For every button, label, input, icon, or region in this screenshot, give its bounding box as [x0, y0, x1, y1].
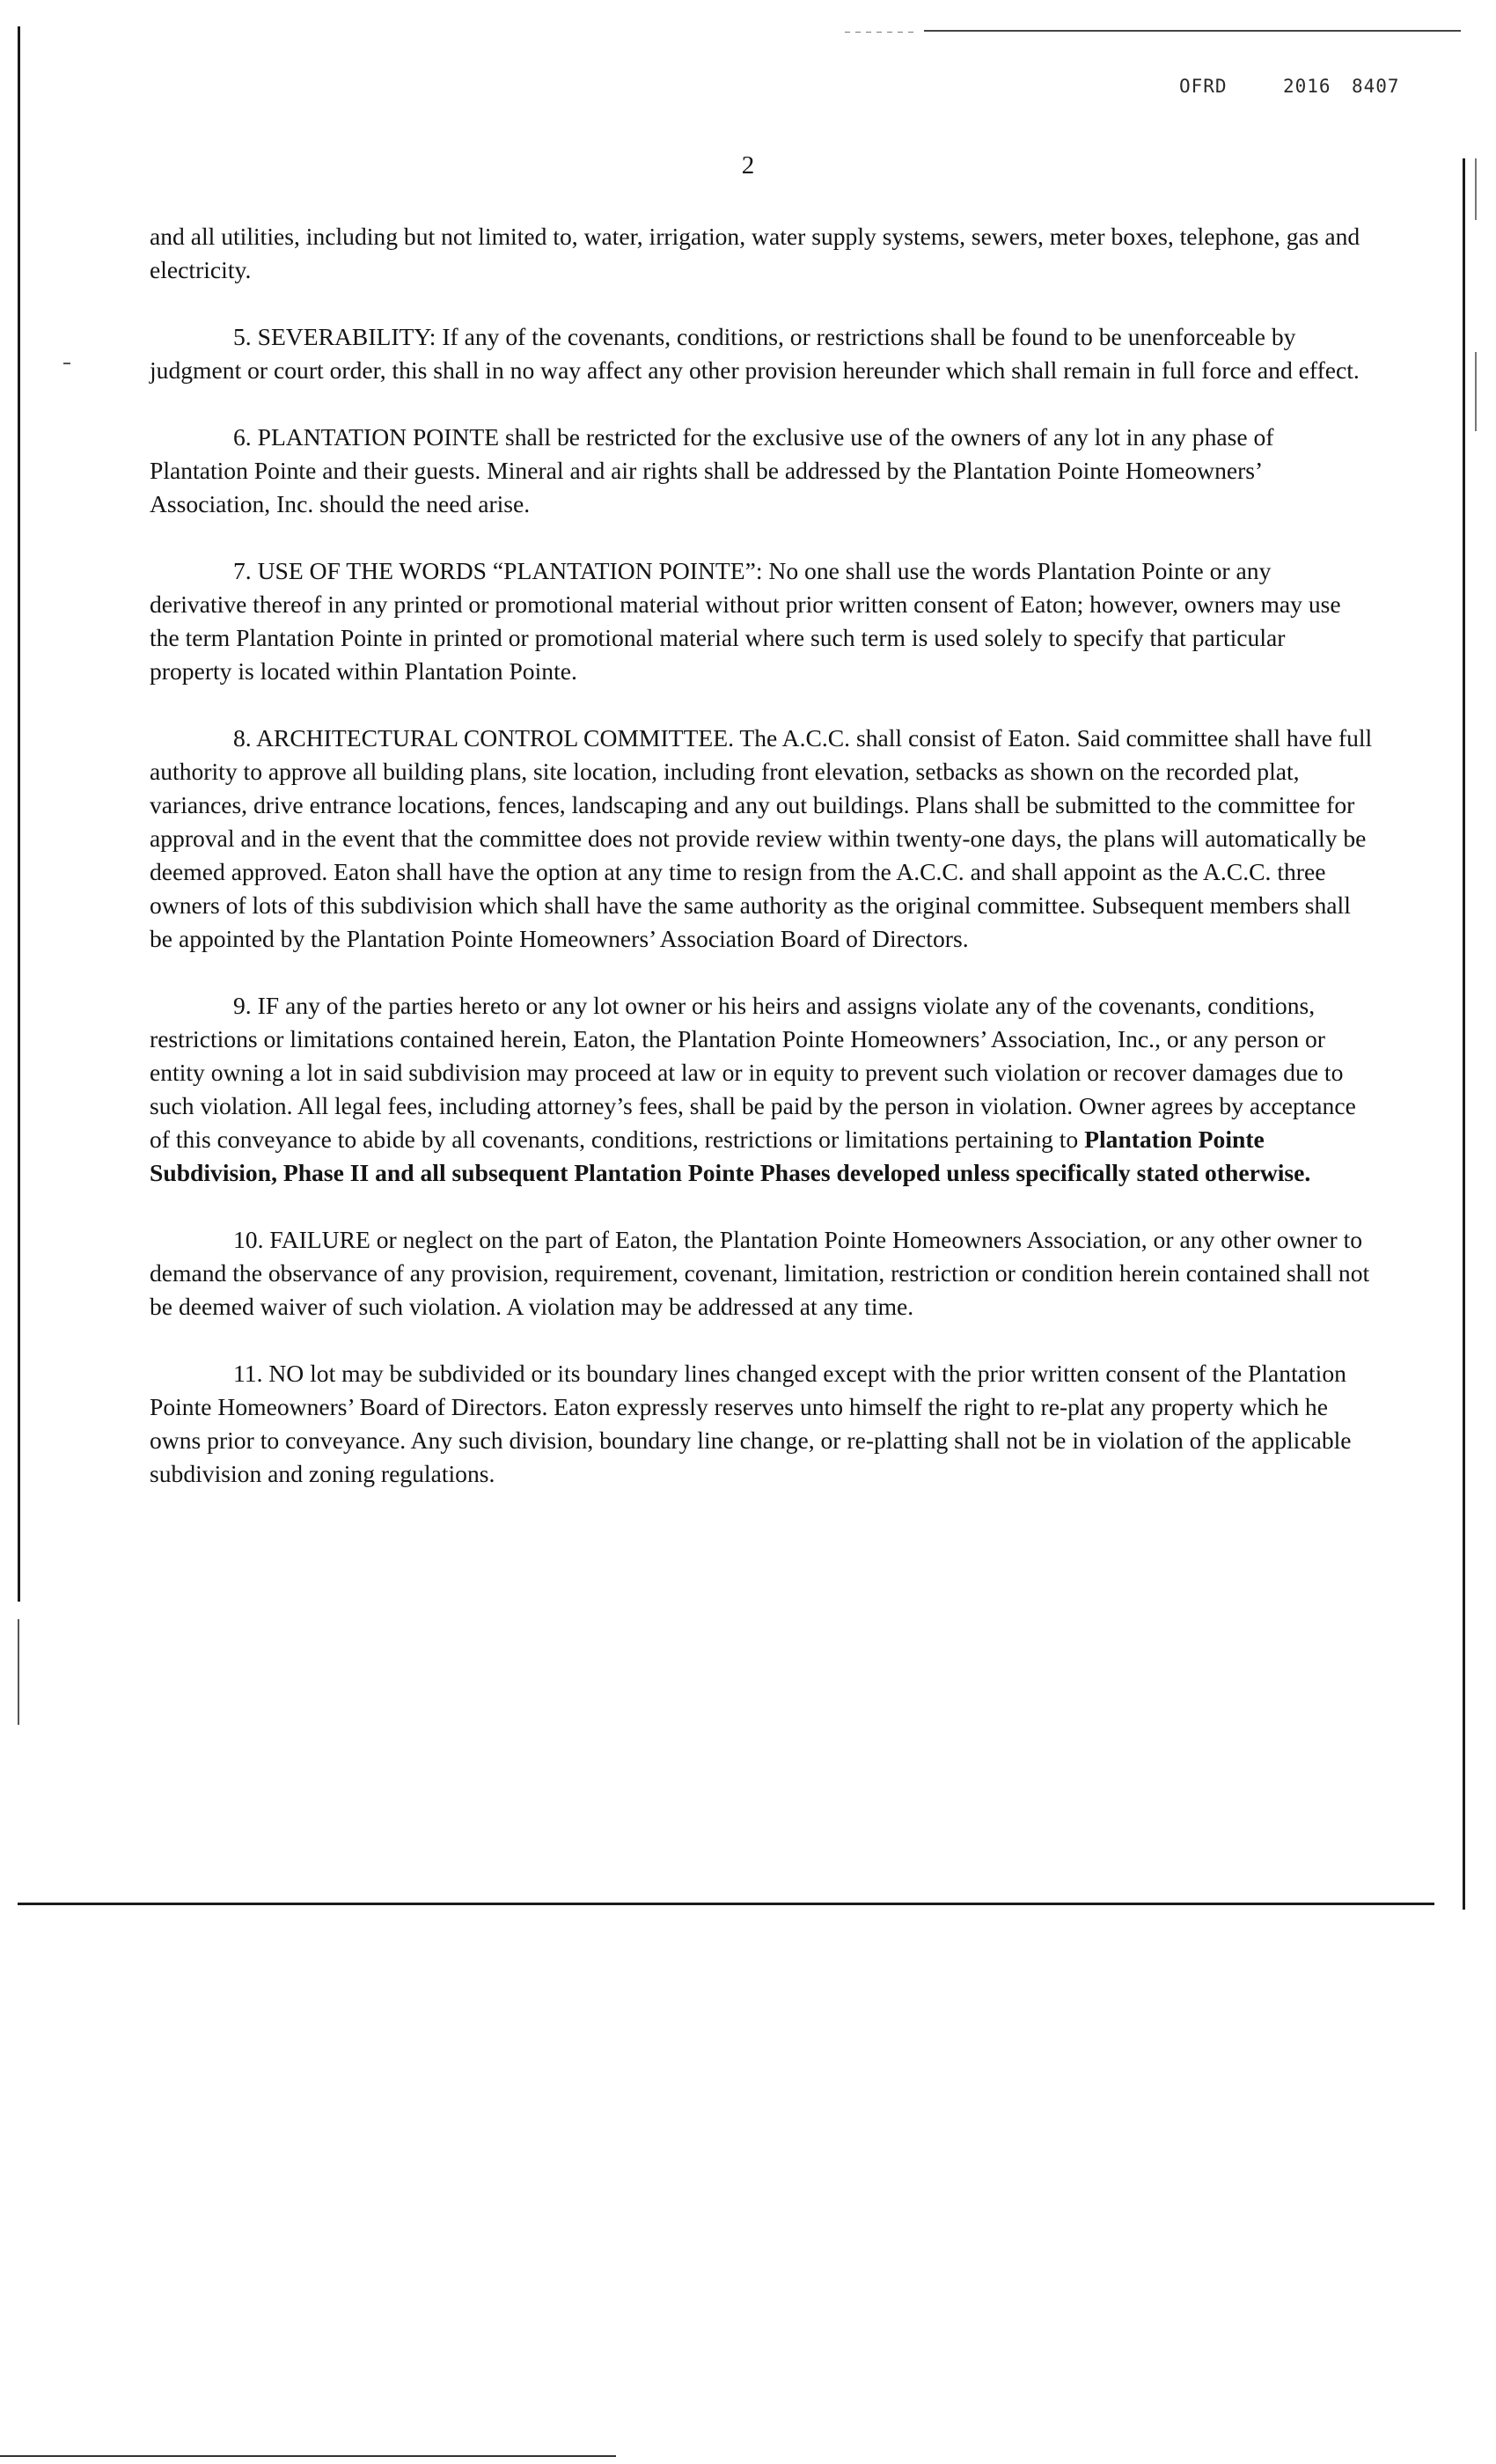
- stamp-code: OFRD: [1179, 76, 1228, 97]
- scan-right-edge-mark-mid: [1475, 352, 1477, 431]
- paragraph-8-architectural-control: 8. ARCHITECTURAL CONTROL COMMITTEE. The A.C.C. shall consist of Eaton. Said committee shall have full authority to approve all building plans, site location, including front elevation, setbacks as shown on the recorded plat, variances, drive entrance locations, fences, landscaping and any out buildings. Plans shall be submitted to the committee for approval and in the event that the committee does not provide review within twenty-one days, the plans will automatically be deemed approved. Eaton shall have the option at any time to resign from the A.C.C. and shall appoint as the A.C.C. three owners of lots of this subdivision which shall have the same authority as the original committee. Subsequent members shall be appointed by the Plantation Pointe Homeowners’ Association Board of Directors.: [150, 724, 1373, 952]
- paragraph-continuation: and all utilities, including but not limited to, water, irrigation, water supply systems, sewers, meter boxes, telephone, gas and electricity.: [150, 223, 1360, 283]
- scan-right-edge-line: [1463, 158, 1465, 1910]
- paragraph-5-severability: 5. SEVERABILITY: If any of the covenants, conditions, or restrictions shall be found to be unenforceable by judgment or court order, this shall in no way affect any other provision hereunder which shall remain in full force and effect.: [150, 323, 1360, 384]
- page-number: 2: [741, 151, 755, 180]
- paragraph-7-use-of-words: 7. USE OF THE WORDS “PLANTATION POINTE”: No one shall use the words Plantation Pointe or any derivative thereof in any printed or promotional material without prior written consent of Eaton; however, owners may use the term Plantation Pointe in printed or promotional material where such term is used solely to specify that particular property is located within Plantation Pointe.: [150, 557, 1341, 685]
- paragraph-9-violations: [150, 989, 1373, 1190]
- stamp-year: 2016: [1283, 76, 1331, 97]
- paragraph-11-subdivision: 11. NO lot may be subdivided or its boundary lines changed except with the prior written consent of the Plantation Pointe Homeowners’ Board of Directors. Eaton expressly reserves unto himself the right to re-plat any property which he owns prior to conveyance. Any such division, boundary line change, or re-platting shall not be in violation of the applicable subdivision and zoning regulations.: [150, 1360, 1352, 1487]
- paragraph-6-plantation-pointe: 6. PLANTATION POINTE shall be restricted for the exclusive use of the owners of any lot in any phase of Plantation Pointe and their guests. Mineral and air rights shall be addressed by the Plantation Pointe Homeowners’ Association, Inc. should the need arise.: [150, 423, 1274, 517]
- scan-margin-tick: [63, 363, 70, 364]
- scan-left-edge-line-lower: [18, 1619, 19, 1725]
- scan-top-dashes: [845, 32, 915, 33]
- stamp-page: 8407: [1352, 76, 1400, 97]
- scan-footer-line: [0, 2455, 616, 2457]
- scan-top-edge-line: [924, 30, 1461, 32]
- recording-stamp: [1179, 76, 1400, 97]
- paragraph-9-end: .: [1304, 1159, 1311, 1186]
- paragraph-9-bold-text: Plantation Pointe Subdivision, Phase II and all subsequent Plantation Pointe Phases developed unless specifically stated otherwise: [150, 1126, 1305, 1186]
- document-body: [150, 220, 1373, 1524]
- scan-bottom-edge-line: [18, 1903, 1434, 1905]
- paragraph-9-text: 9. IF any of the parties hereto or any lot owner or his heirs and assigns violate any of the covenants, conditions, restrictions or limitations contained herein, Eaton, the Plantation Pointe Homeowners’ Association, Inc., or any person or entity owning a lot in said subdivision may proceed at law or in equity to prevent such violation or recover damages due to such violation. All legal fees, including attorney’s fees, shall be paid by the person in violation. Owner agrees by acceptance of this conveyance to abide by all covenants, conditions, restrictions or limitations pertaining to: [150, 992, 1356, 1153]
- scan-left-edge-line: [18, 26, 20, 1602]
- paragraph-10-failure: 10. FAILURE or neglect on the part of Eaton, the Plantation Pointe Homeowners Association, or any other owner to demand the observance of any provision, requirement, covenant, limitation, restriction or condition herein contained shall not be deemed waiver of such violation. A violation may be addressed at any time.: [150, 1226, 1370, 1320]
